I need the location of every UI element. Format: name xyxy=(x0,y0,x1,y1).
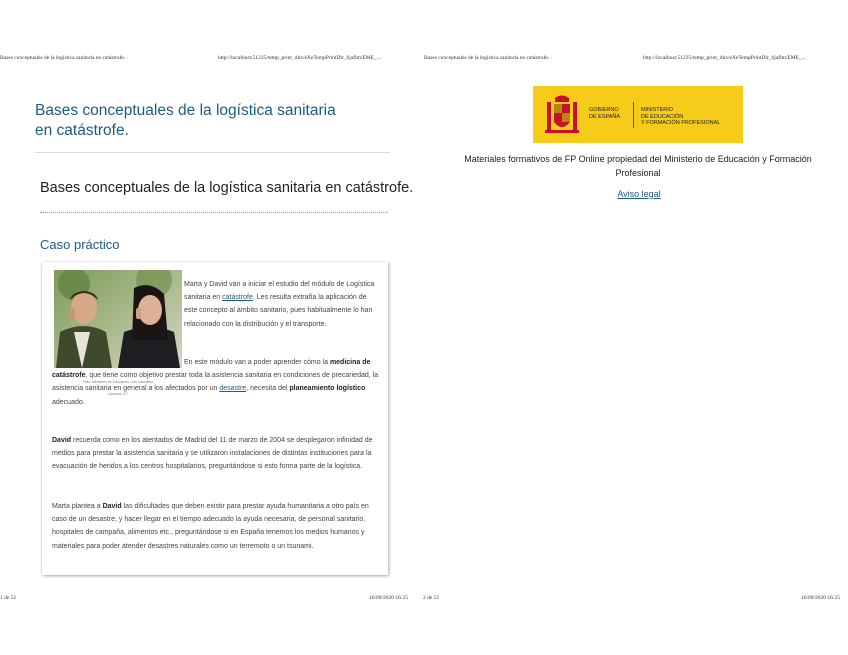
case-study-card xyxy=(42,262,388,575)
print-header-left-url: http://localhost:51235/temp_print_dirs/eXeTempPrintDir_6jaflm/EME_... xyxy=(218,55,381,61)
print-header-right-url: http://localhost:51235/temp_print_dirs/eXeTempPrintDir_6jaflm/EME_... xyxy=(643,55,806,61)
case-paragraph-1: Marta y David van a iniciar el estudio del módulo de Logística sanitaria en catástrofe. Les resulta extraña la aplicación de este concepto al ámbito sanitario, pues habitualmente lo han relacionado con la distribución y el transporte. xyxy=(184,281,375,328)
case-study-photo xyxy=(54,270,182,368)
photo-caption: Foto: Ministerio de Educación. Uso educativo xyxy=(82,380,154,384)
case-paragraph-3: David recuerda como en los atentados de Madrid del 11 de marzo de 2004 se desplegaron infinidad de medios para prestar la asistencia sanitaria y se utilizaron instalaciones de distintas instituciones para la evacuación de heridos a los centros hospitalarios, preguntándose si esto forma parte de la logística. xyxy=(52,437,373,471)
logo-text-ministerio: MINISTERIO DE EDUCACIÓN Y FORMACIÓN PROFESIONAL xyxy=(641,107,721,126)
case-paragraph-2: En este módulo van a poder aprender cómo la medicina de catástrofe, que tiene como objetivo prestar toda la asistencia sanitaria en condiciones de precariedad, la asistencia sanitaria en general a los afectados por un desastre, necesita del planeamiento logístico adecuado. xyxy=(52,359,379,406)
legal-notice-link[interactable]: Aviso legal xyxy=(617,189,661,199)
coat-of-arms-icon xyxy=(543,94,581,136)
print-footer-date-right: 16/09/2020 16:25 xyxy=(801,595,840,601)
materials-ownership-text: Materiales formativos de FP Online propiedad del Ministerio de Educación y Formación Profesional xyxy=(464,154,812,178)
print-header-right-title: Bases conceptuales de la logística sanitaria en catástrofe. xyxy=(424,55,550,61)
section-divider xyxy=(40,212,388,213)
glossary-link-desastre[interactable]: desastre xyxy=(219,385,247,393)
print-footer-page-left: 1 de 51 xyxy=(0,595,17,601)
case-paragraph-4: Marta plantea a David las dificultades que deben existir para prestar ayuda humanitaria a otro país en caso de un desastre, y hacer llegar en el tiempo adecuado la ayuda necesaria, de personal sanitario, hospitales de campaña, alimentos etc., preguntándose si en España tenemos los medios humanos y materiales para poder atender desastres naturales como un terremoto o un tsunami. xyxy=(52,503,369,550)
glossary-link-catastrofe[interactable]: catástrofe xyxy=(222,294,253,302)
print-footer-page-right: 2 de 51 xyxy=(423,595,440,601)
ministry-logo xyxy=(533,86,743,143)
print-header-left-title: Bases conceptuales de la logística sanitaria en catástrofe. xyxy=(0,55,126,61)
photo-license: Licencia: CC xyxy=(108,392,128,396)
page-title: Bases conceptuales de la logística sanitaria en catástrofe. xyxy=(35,102,336,139)
logo-text-gobierno: GOBIERNO DE ESPAÑA xyxy=(589,107,621,120)
block-title: Caso práctico xyxy=(40,237,120,252)
print-footer-date-left: 16/09/2020 16:25 xyxy=(369,595,408,601)
logo-divider xyxy=(633,102,634,128)
title-divider xyxy=(35,152,390,153)
section-title: Bases conceptuales de la logística sanitaria en catástrofe. xyxy=(40,180,414,196)
